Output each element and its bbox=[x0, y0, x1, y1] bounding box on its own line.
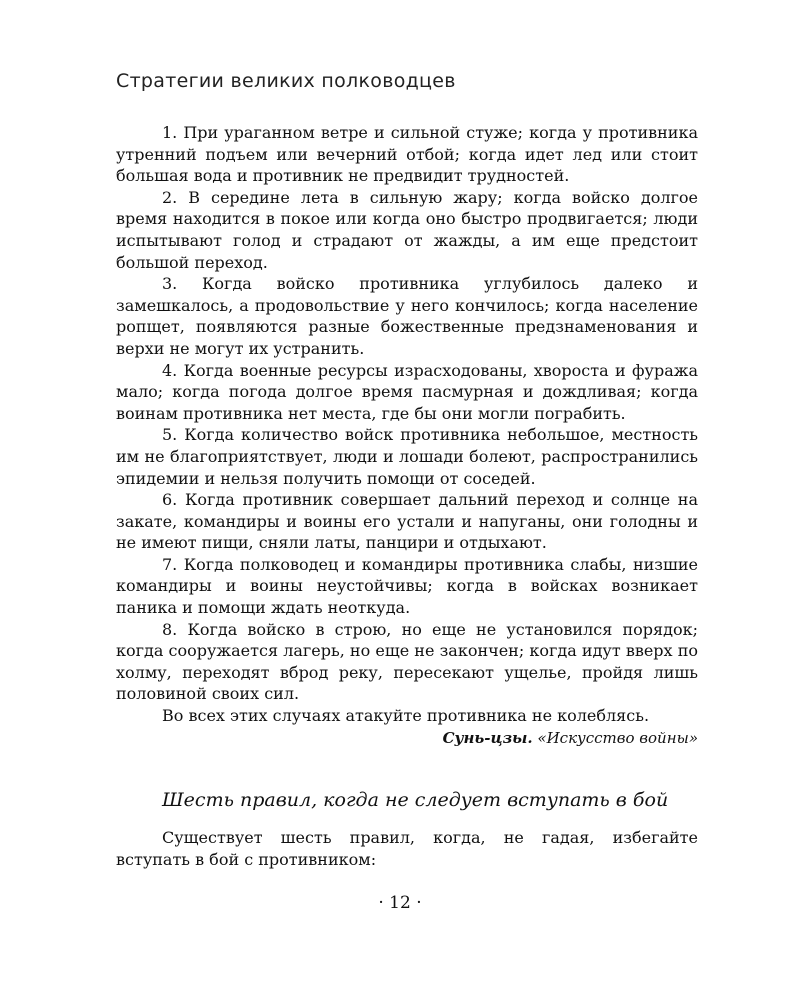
section-heading: Шесть правил, когда не следует вступать в бой bbox=[162, 789, 669, 811]
main-text bbox=[116, 122, 698, 749]
source-author: Сунь-цзы. bbox=[442, 728, 533, 747]
paragraph-7: 7. Когда полководец и командиры противника слабы, низшие командиры и воины неустойчивы; когда в войсках возникает паника и помощи ждать неоткуда. bbox=[116, 554, 698, 618]
section-paragraph: Существует шесть правил, когда, не гадая, избегайте вступать в бой с противником: bbox=[116, 828, 698, 869]
section-text bbox=[116, 827, 698, 871]
paragraph-3: 3. Когда войско противника углубилось далеко и замешкалось, а продовольствие у него кончилось; когда население ропщет, появляются разные божественные предзнаменования и верхи не могут их устранить. bbox=[116, 274, 698, 358]
paragraph-4: 4. Когда военные ресурсы израсходованы, хвороста и фуража мало; когда погода долгое время пасмурная и дождливая; когда воинам противника нет места, где бы они могли пограбить. bbox=[116, 360, 698, 423]
source-work: «Искусство войны» bbox=[537, 728, 698, 747]
paragraph-2: 2. В середине лета в сильную жару; когда войско долгое время находится в покое или когда оно быстро продвигается; люди испытывают голод и страдают от жажды, а им еще предстоит большой переход. bbox=[116, 187, 698, 272]
source-citation bbox=[116, 728, 698, 750]
paragraph-1: 1. При ураганном ветре и сильной стуже; когда у противника утренний подъем или вечерний отбой; когда идет лед или стоит большая вода и противник не предвидит трудностей. bbox=[116, 123, 698, 186]
paragraph-5: 5. Когда количество войск противника небольшое, местность им не благоприятствует, люди и лошади болеют, распространились эпидемии и нельзя получить помощи от соседей. bbox=[116, 425, 698, 488]
running-header: Стратегии великих полководцев bbox=[116, 70, 456, 92]
paragraph-6: 6. Когда противник совершает дальний переход и солнце на закате, командиры и воины его устали и напуганы, они голодны и не имеют пищи, сняли латы, панцири и отдыхают. bbox=[116, 490, 698, 553]
page-number: · 12 · bbox=[378, 893, 422, 913]
conclusion-paragraph: Во всех этих случаях атакуйте противника не колеблясь. bbox=[162, 706, 650, 726]
paragraph-8: 8. Когда войско в строю, но еще не установился порядок; когда сооружается лагерь, но еще не закончен; когда идут вверх по холму, переходят вброд реку, пересекают ущелье, пройдя лишь половиной своих сил. bbox=[116, 619, 698, 704]
